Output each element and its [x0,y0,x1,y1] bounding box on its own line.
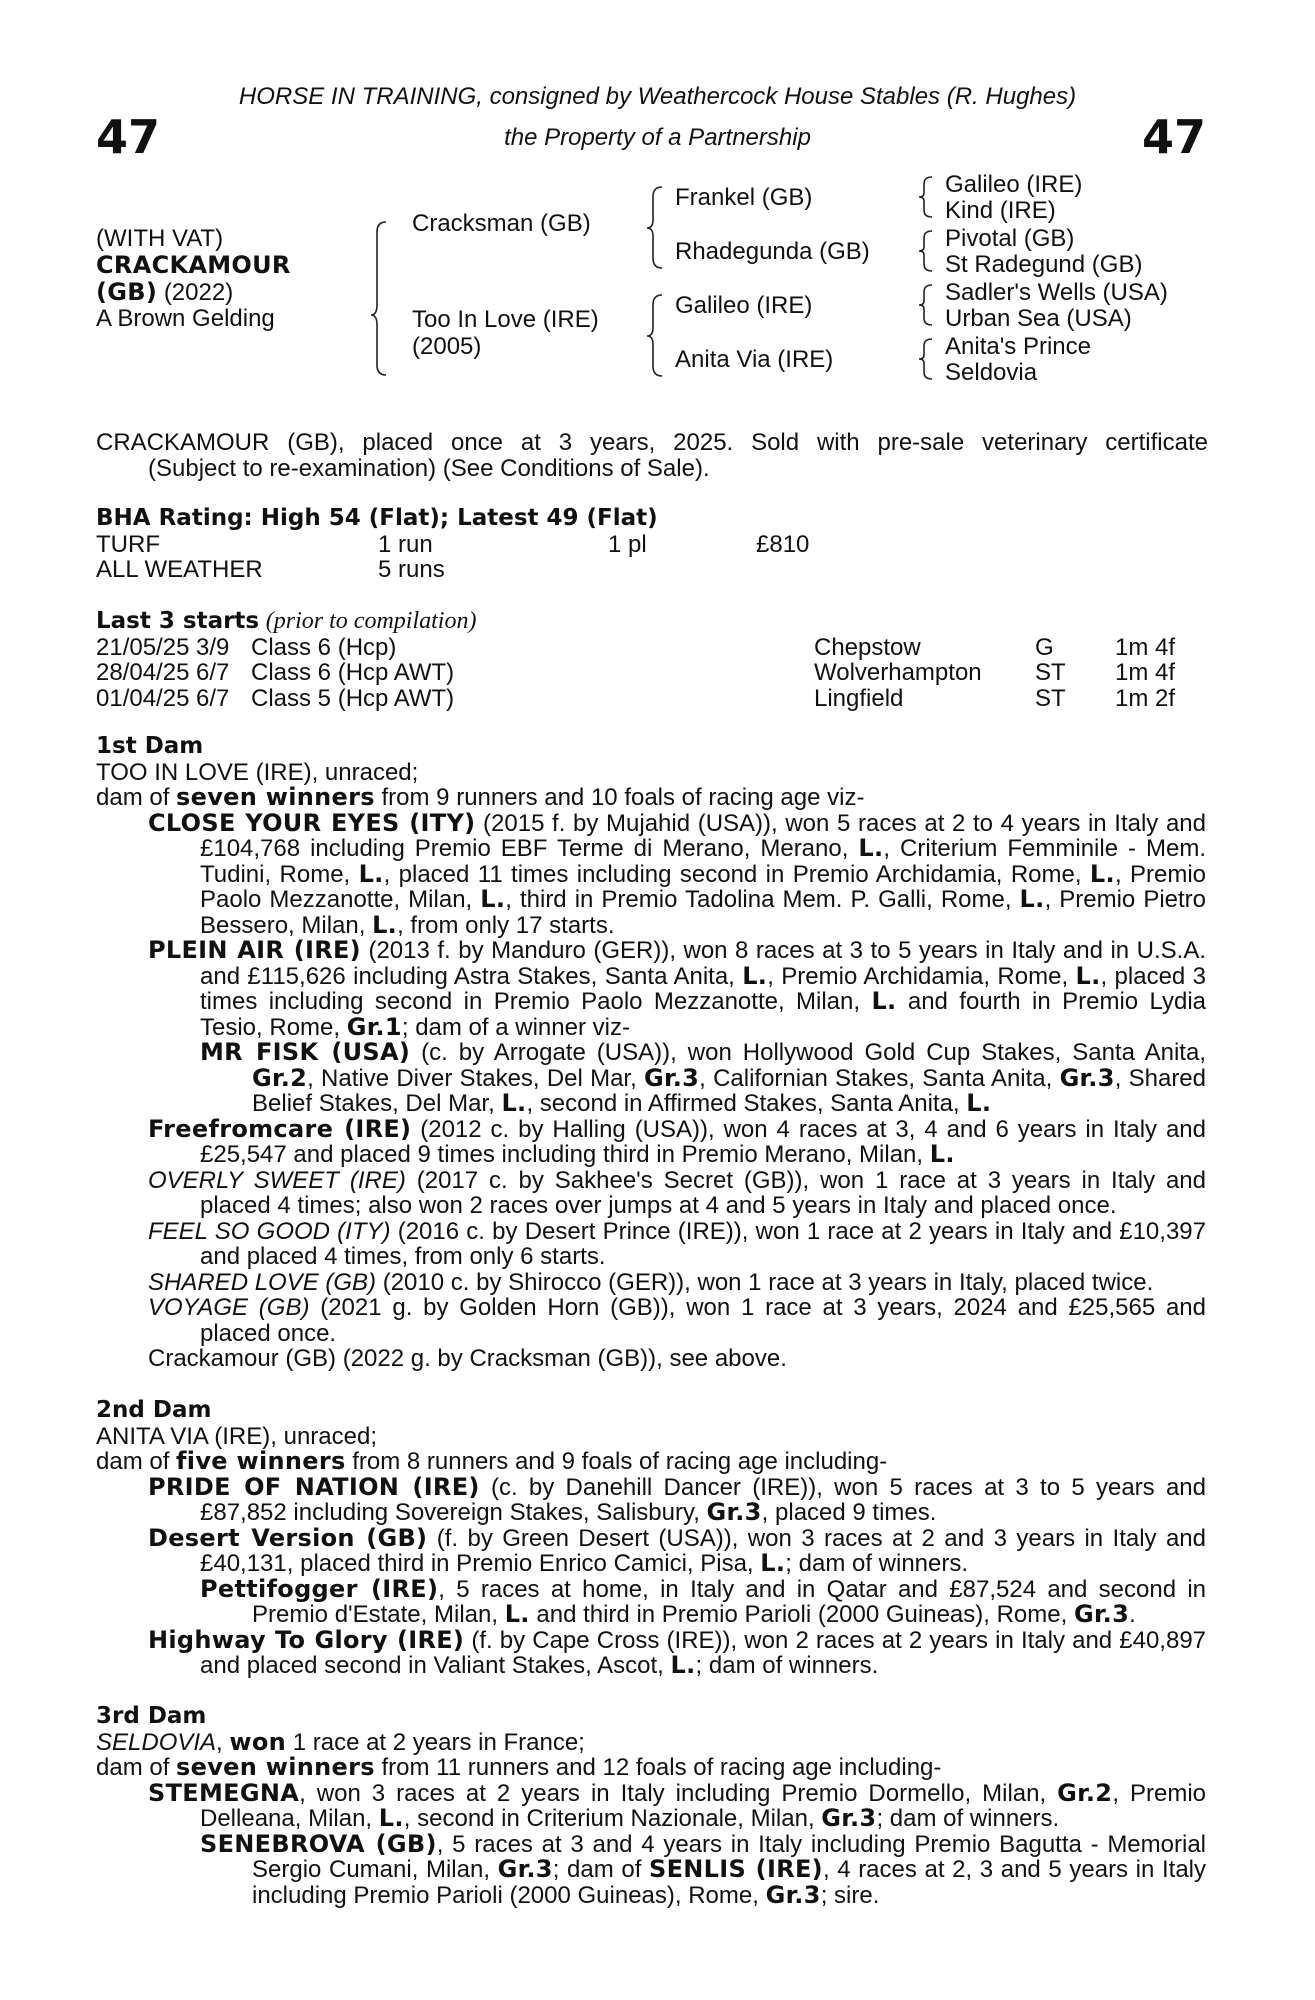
bha-placings [608,557,756,583]
list-item: STEMEGNA, won 3 races at 2 years in Italy including Premio Dormello, Milan, Gr.2, Premio Delleana, Milan, L., second in Criterium Nazionale, Milan, Gr.3; dam of winners. [148,1778,1207,1832]
bha-placings: 1 pl [608,530,647,558]
list-item: Desert Version (GB) (f. by Green Desert (USA)), won 3 races at 2 and 3 years in Italy and £40,131, placed third in Premio Enrico Camici, Pisa, L.; dam of winners. [148,1523,1206,1577]
list-item: VOYAGE (GB) (2021 g. by Golden Horn (GB)), won 1 race at 3 years, 2024 and £25,565 and placed once. [148,1294,1206,1347]
list-item: Pettifogger (IRE), 5 races at home, in Italy and in Qatar and £87,524 and second in Premio d'Estate, Milan, L. and third in Premio Parioli (2000 Guineas), Rome, Gr.3. [200,1574,1207,1628]
start-class: Class 5 (Hcp AWT) [251,684,455,712]
second-dam-section [96,1398,1206,1679]
progeny-name: SENEBROVA (GB) [200,1829,437,1858]
progeny-name: SHARED LOVE (GB) [148,1268,377,1296]
summary [96,430,1208,481]
pedigree-brackets [0,0,1315,400]
pedigree-gen3: St Radegund (GB) [945,251,1143,278]
pedigree-sire-dam: Rhadegunda (GB) [675,238,870,265]
start-going: ST [1035,659,1066,686]
third-dam-produce: dam of seven winners from 11 runners and 12 foals of racing age including- [96,1753,942,1781]
bha-section [96,506,1206,583]
progeny-name: MR FISK (USA) [200,1038,411,1066]
progeny-name: Freefromcare (IRE) [148,1114,412,1143]
start-position: 3/9 [196,633,230,661]
last-starts-section [96,608,1206,711]
list-item: SHARED LOVE (GB) (2010 c. by Shirocco (GER)), won 1 race at 3 years in Italy, placed twice. [148,1268,1154,1296]
vat-label: (WITH VAT) [96,225,224,252]
second-dam-heading: 2nd Dam [96,1397,212,1423]
start-course: Lingfield [814,684,904,712]
summary-line-1: CRACKAMOUR (GB), placed once at 3 years, 2025. Sold with pre-sale veterinary certificate [96,429,1208,456]
table-row [96,660,1175,686]
progeny-name: PLEIN AIR (IRE) [148,936,361,964]
start-course: Chepstow [814,633,921,661]
first-dam-name: TOO IN LOVE (IRE), unraced; [96,758,419,786]
bha-row [96,532,809,558]
start-going: ST [1035,684,1066,712]
winners-count: five winners [176,1447,346,1475]
bha-earnings: £810 [756,530,810,558]
progeny-name: VOYAGE (GB) [148,1294,310,1321]
start-distance: 1m 4f [1115,659,1176,686]
pedigree-gen3: Galileo (IRE) [945,171,1083,198]
pedigree-gen3: Kind (IRE) [945,197,1056,224]
table-row [96,635,1175,661]
pedigree-gen3: Urban Sea (USA) [945,305,1132,332]
list-item: PRIDE OF NATION (IRE) (c. by Danehill Dancer (IRE)), won 5 races at 3 to 5 years and £87,852 including Sovereign Stakes, Salisbury, Gr.3, placed 9 times. [148,1472,1206,1526]
bha-surface: TURF [96,530,160,558]
progeny-name: CLOSE YOUR EYES (ITY) [148,808,476,837]
pedigree-gen3: Pivotal (GB) [945,225,1075,252]
start-class: Class 6 (Hcp) [251,633,397,661]
text: dam of [96,784,177,811]
start-distance: 1m 2f [1115,684,1176,712]
start-course: Wolverhampton [814,659,982,686]
first-dam-section [96,734,1206,1372]
start-distance: 1m 4f [1115,633,1176,661]
text: from 9 runners and 10 foals of racing age viz- [374,784,865,811]
last-starts-note: (prior to compilation) [265,608,477,634]
start-position: 6/7 [196,684,230,712]
list-item: SENEBROVA (GB), 5 races at 3 and 4 years in Italy including Premio Bagutta - Memorial Sergio Cumani, Milan, Gr.3; dam of SENLIS (IRE), 4 races at 2, 3 and 5 years in Italy including Premio Parioli (2000 Guineas), Rome, Gr.3; sire. [200,1829,1206,1909]
start-date: 01/04/25 [96,684,190,712]
progeny-name: OVERLY SWEET (IRE) [148,1166,406,1194]
progeny-name: Pettifogger (IRE) [200,1574,439,1603]
lot-number-right: 47 [1142,110,1207,164]
progeny-name: FEEL SO GOOD (ITY) [148,1217,391,1245]
horse-name: CRACKAMOUR [96,251,291,279]
progeny-name: STEMEGNA [148,1778,300,1807]
bha-table [96,532,809,583]
pedigree-dam: Too In Love (IRE) [412,306,599,333]
pedigree-gen3: Sadler's Wells (USA) [945,279,1168,306]
list-item: Freefromcare (IRE) (2012 c. by Halling (USA)), won 4 races at 3, 4 and 6 years in Italy and £25,547 and placed 9 times including third in Premio Merano, Milan, L. [148,1114,1206,1168]
progeny-name: Desert Version (GB) [148,1523,428,1552]
consignor-line: HORSE IN TRAINING, consigned by Weathercock House Stables (R. Hughes) [238,83,1077,110]
list-item: Crackamour (GB) (2022 g. by Cracksman (GB)), see above. [148,1345,787,1372]
winners-count: seven winners [176,1753,375,1781]
list-item: OVERLY SWEET (IRE) (2017 c. by Sakhee's Secret (GB)), won 1 race at 3 years in Italy and placed 4 times; also won 2 races over jumps at 4 and 5 years in Italy and placed once. [148,1166,1207,1219]
last-starts-table [96,635,1175,712]
list-item: Highway To Glory (IRE) (f. by Cape Cross (IRE)), won 2 races at 2 years in Italy and £40,897 and placed second in Valiant Stakes, Ascot, L.; dam of winners. [148,1625,1207,1679]
last-starts-heading: Last 3 starts [96,608,260,634]
pedigree-gen3: Anita's Prince [945,333,1091,360]
start-position: 6/7 [196,659,230,686]
start-class: Class 6 (Hcp AWT) [251,659,455,686]
bha-row [96,557,809,583]
third-dam-section [96,1704,1206,1908]
table-row [96,686,1175,712]
bha-earnings [756,557,809,583]
progeny-name: Highway To Glory (IRE) [148,1625,465,1654]
pedigree-dam-sire: Galileo (IRE) [675,292,813,319]
list-item: PLEIN AIR (IRE) (2013 f. by Manduro (GER)), won 8 races at 3 to 5 years in Italy and in U.S.A. and £115,626 including Astra Stakes, Santa Anita, L., Premio Archidamia, Rome, L., placed 3 times including second in Premio Paolo Mezzanotte, Milan, L. and fourth in Premio Lydia Tesio, Rome, Gr.1; dam of a winner viz- [148,936,1207,1041]
second-dam-name: ANITA VIA (IRE), unraced; [96,1422,377,1450]
first-dam-heading: 1st Dam [96,733,204,759]
list-item: CLOSE YOUR EYES (ITY) (2015 f. by Mujahid (USA)), won 5 races at 2 to 4 years in Italy and £104,768 including Premio EBF Terme di Merano, Merano, L., Criterium Femminile - Mem. Tudini, Rome, L., placed 11 times including second in Premio Archidamia, Rome, L., Premio Paolo Mezzanotte, Milan, L., third in Premio Tadolina Mem. P. Galli, Rome, L., Premio Pietro Bessero, Milan, L., from only 17 starts. [148,808,1207,939]
horse-description: A Brown Gelding [96,305,275,332]
horse-year: (2022) [163,279,234,306]
horse-country: (GB) [96,278,158,306]
pedigree-sire-sire: Frankel (GB) [675,184,813,211]
pedigree-gen3: Seldovia [945,359,1038,386]
lot-number-left: 47 [96,110,161,164]
bha-runs: 1 run [378,530,433,558]
start-going: G [1035,633,1054,661]
pedigree-dam-year: (2005) [412,333,482,360]
list-item: FEEL SO GOOD (ITY) (2016 c. by Desert Prince (IRE)), won 1 race at 2 years in Italy and £10,397 and placed 4 times, from only 6 starts. [148,1217,1206,1270]
start-date: 21/05/25 [96,633,190,661]
start-date: 28/04/25 [96,659,190,686]
first-dam-produce [96,785,1206,811]
winners-count: seven winners [176,783,375,811]
list-item: MR FISK (USA) (c. by Arrogate (USA)), won Hollywood Gold Cup Stakes, Santa Anita, Gr.2, Native Diver Stakes, Del Mar, Gr.3, Californian Stakes, Santa Anita, Gr.3, Shared Belief Stakes, Del Mar, L., second in Affirmed Stakes, Santa Anita, L. [200,1038,1207,1117]
ownership-line: the Property of a Partnership [504,124,811,151]
pedigree-sire: Cracksman (GB) [412,210,591,237]
third-dam-heading: 3rd Dam [96,1703,207,1729]
second-dam-produce: dam of five winners from 8 runners and 9 foals of racing age including- [96,1447,888,1475]
bha-runs: 5 runs [378,556,445,583]
bha-surface: ALL WEATHER [96,556,263,583]
third-dam-name: SELDOVIA, won 1 race at 2 years in France; [96,1727,585,1756]
pedigree-dam-dam: Anita Via (IRE) [675,346,834,373]
summary-line-2: (Subject to re-examination) (See Conditions of Sale). [148,454,710,482]
bha-heading: BHA Rating: High 54 (Flat); Latest 49 (Flat) [96,505,658,531]
progeny-name: PRIDE OF NATION (IRE) [148,1472,480,1501]
